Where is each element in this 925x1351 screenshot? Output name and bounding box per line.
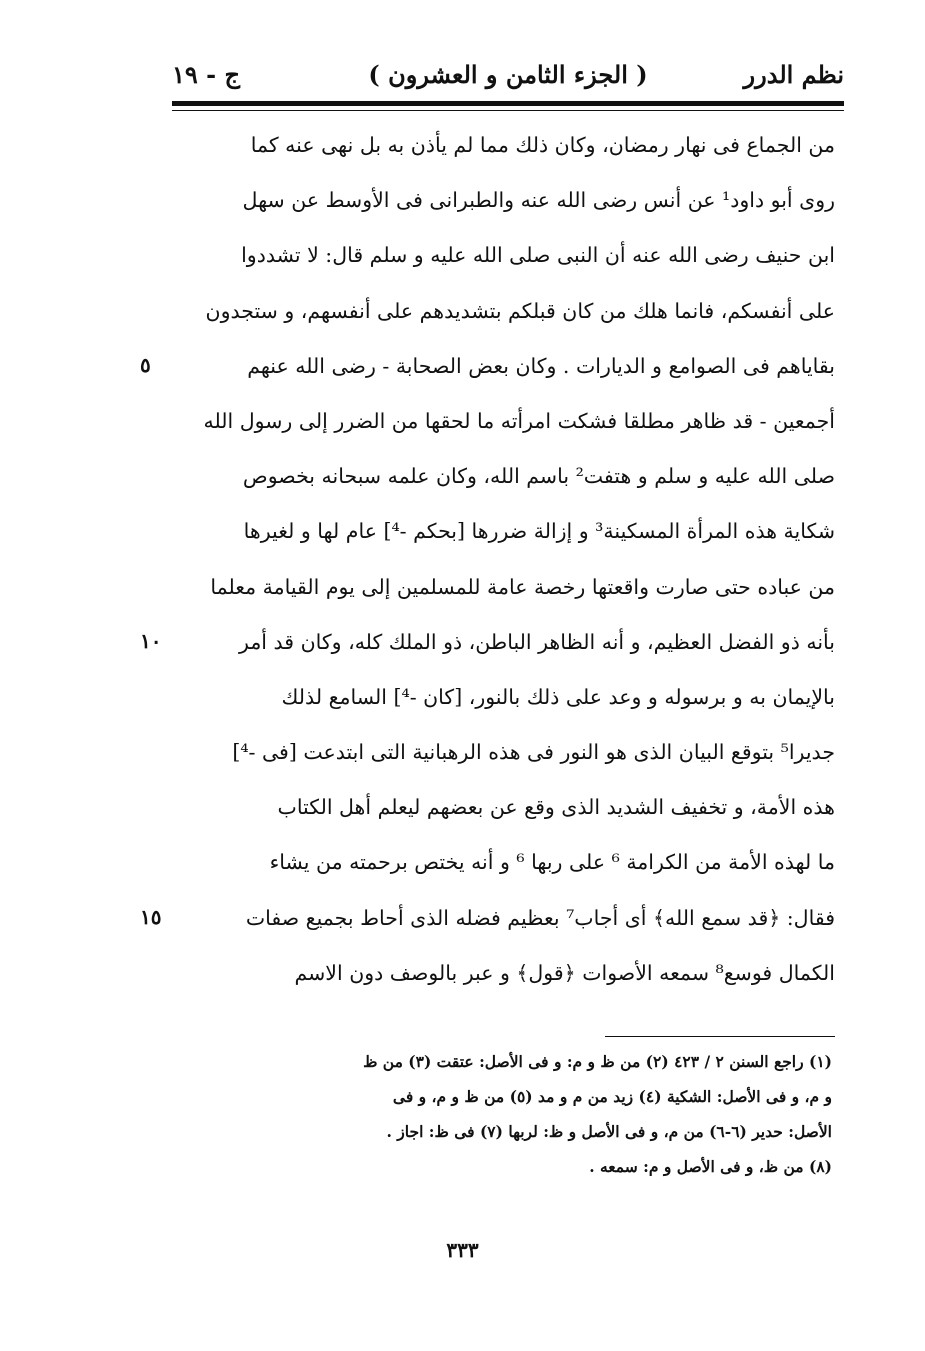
footnote-line: (١) راجع السنن ٢ / ٤٢٣ (٢) من ظ و م: و فى الأصل: عتقت (٣) من ظ bbox=[363, 1052, 832, 1071]
running-header bbox=[172, 56, 844, 100]
page-number: ٣٣٣ bbox=[446, 1238, 479, 1262]
header-book-title: نظم الدرر bbox=[743, 60, 844, 89]
line-number-15: ١٥ bbox=[140, 905, 162, 929]
footnote-line: الأصل: حدير (٦-٦) من م، و فى الأصل و ظ: لربها (٧) فى ظ: اجاز . bbox=[386, 1122, 832, 1141]
body-line: من الجماع فى نهار رمضان، وكان ذلك مما لم يأذن به بل نهى عنه كما bbox=[250, 133, 835, 157]
header-volume: ج - ١٩ bbox=[172, 60, 240, 89]
footnote-line: و م، و فى الأصل: الشكية (٤) زيد من م و مد (٥) من ظ و م، و فى bbox=[392, 1087, 832, 1106]
body-line: هذه الأمة، و تخفيف الشديد الذى وقع عن بعضهم ليعلم أهل الكتاب bbox=[277, 795, 835, 820]
footnote-line: (٨) من ظ، و فى الأصل و م: سمعه . bbox=[589, 1157, 832, 1176]
body-line: بالإيمان به و برسوله و وعد على ذلك بالنور، [كان -⁴] السامع لذلك bbox=[281, 684, 835, 709]
body-line: بقاياهم فى الصوامع و الديارات . وكان بعض الصحابة - رضى الله عنهم bbox=[247, 353, 835, 378]
body-line: على أنفسكم، فانما هلك من كان قبلكم بتشديدهم على أنفسهم، و ستجدون bbox=[205, 298, 835, 323]
body-line: الكمال فوسع⁸ سمعه الأصوات ﴿قول﴾ و عبر بالوصف دون الاسم bbox=[294, 960, 835, 985]
body-line: ابن حنيف رضى الله عنه أن النبى صلى الله عليه و سلم قال: لا تشددوا bbox=[241, 243, 835, 268]
line-number-5: ٥ bbox=[140, 353, 151, 377]
body-text bbox=[180, 118, 835, 1001]
footnotes bbox=[172, 1044, 832, 1184]
header-rule-thick bbox=[172, 101, 844, 106]
line-number-10: ١٠ bbox=[140, 629, 162, 653]
body-line: شكاية هذه المرأة المسكينة³ و إزالة ضررها [بحكم -⁴] عام لها و لغيرها bbox=[243, 519, 835, 544]
header-part-title: ( الجزء الثامن و العشرون ) bbox=[368, 60, 648, 89]
header-rule-thin bbox=[172, 110, 844, 111]
footnote-rule bbox=[605, 1036, 835, 1037]
body-line: من عباده حتى صارت واقعتها رخصة عامة للمسلمين إلى يوم القيامة معلما bbox=[210, 574, 835, 599]
body-line: ما لهذه الأمة من الكرامة ⁶ على ربها ⁶ و أنه يختص برحمته من يشاء bbox=[269, 850, 835, 875]
body-line: فقال: ﴿قد سمع الله﴾ أى أجاب⁷ بعظيم فضله الذى أحاط بجميع صفات bbox=[245, 905, 835, 930]
body-line: جديرا⁵ بتوقع البيان الذى هو النور فى هذه الرهبانية التى ابتدعت [فى -⁴] bbox=[232, 740, 835, 765]
body-line: صلى الله عليه و سلم و هتفت² باسم الله، وكان علمه سبحانه بخصوص bbox=[242, 464, 835, 489]
body-line: روى أبو داود¹ عن أنس رضى الله عنه والطبرانى فى الأوسط عن سهل bbox=[242, 188, 835, 213]
body-line: أجمعين - قد ظاهر مطلقا فشكت امرأته ما لحقها من الضرر إلى رسول الله bbox=[203, 408, 835, 433]
body-line: بأنه ذو الفضل العظيم، و أنه الظاهر الباطن، ذو الملك كله، وكان قد أمر bbox=[239, 629, 835, 654]
